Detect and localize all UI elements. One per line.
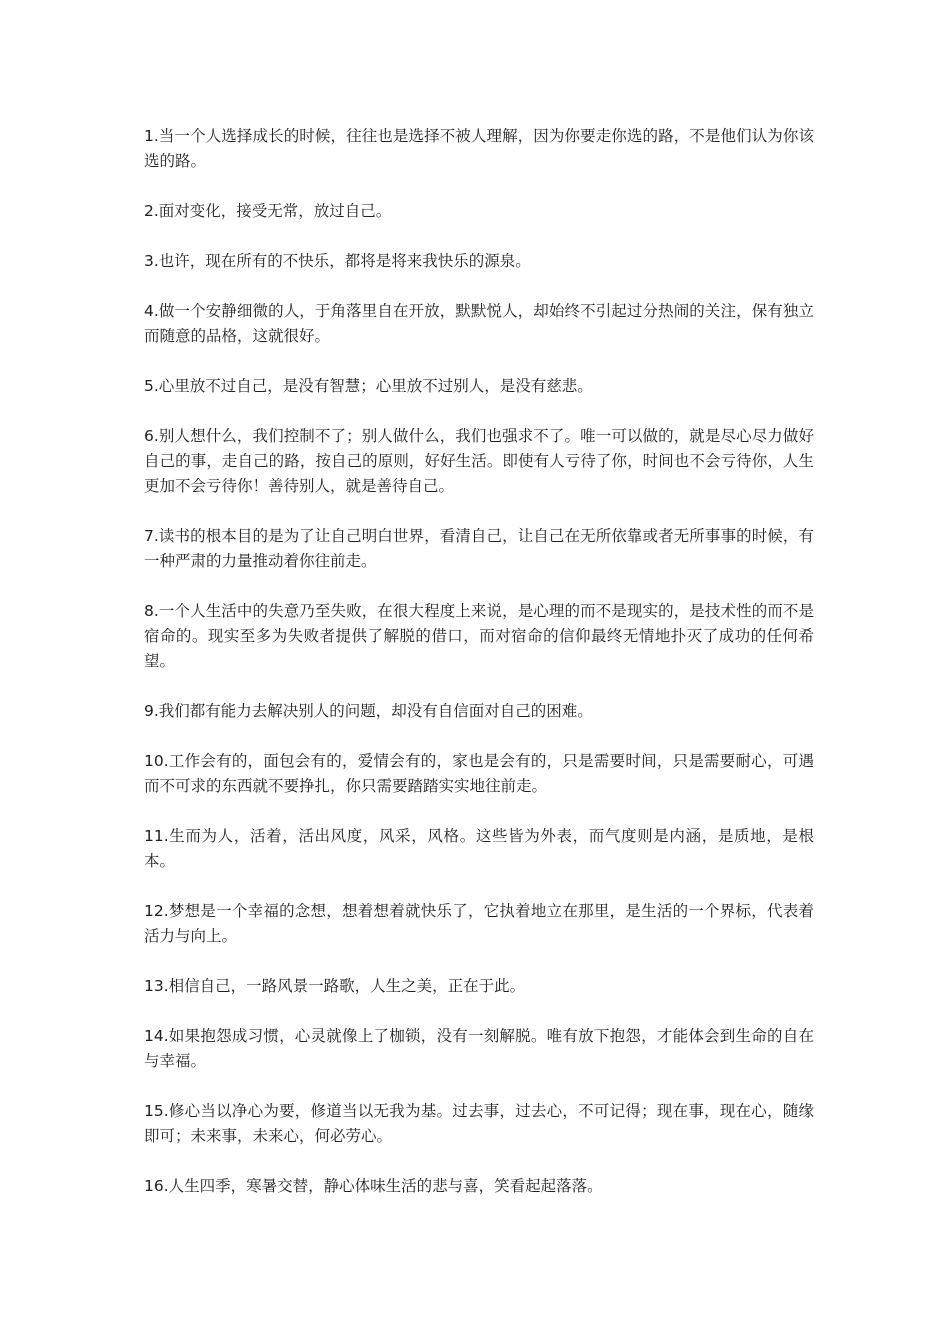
quote-paragraph-5: 5.心里放不过自己，是没有智慧；心里放不过别人，是没有慈悲。: [144, 377, 593, 395]
quote-paragraph-9: 9.我们都有能力去解决别人的问题，却没有自信面对自己的困难。: [144, 702, 593, 720]
quote-paragraph-1: 1.当一个人选择成长的时候，往往也是选择不被人理解，因为你要走你选的路，不是他们认为你该选的路。: [144, 127, 814, 170]
quote-paragraph-11: 11.生而为人，活着，活出风度，风采，风格。这些皆为外表，而气度则是内涵，是质地，是根本。: [144, 827, 814, 870]
quote-paragraph-14: 14.如果抱怨成习惯，心灵就像上了枷锁，没有一刻解脱。唯有放下抱怨，才能体会到生命的自在与幸福。: [144, 1027, 814, 1070]
quote-paragraph-4: 4.做一个安静细微的人，于角落里自在开放，默默悦人，却始终不引起过分热闹的关注，保有独立而随意的品格，这就很好。: [144, 302, 814, 345]
quote-paragraph-3: 3.也许，现在所有的不快乐，都将是将来我快乐的源泉。: [144, 252, 531, 270]
quote-paragraph-16: 16.人生四季，寒暑交替，静心体味生活的悲与喜，笑看起起落落。: [144, 1177, 603, 1195]
quote-paragraph-7: 7.读书的根本目的是为了让自己明白世界，看清自己，让自己在无所依靠或者无所事事的时候，有一种严肃的力量推动着你往前走。: [144, 527, 814, 570]
quote-paragraph-10: 10.工作会有的，面包会有的，爱情会有的，家也是会有的，只是需要时间，只是需要耐心，可遇而不可求的东西就不要挣扎，你只需要踏踏实实地往前走。: [144, 752, 814, 795]
quote-paragraph-12: 12.梦想是一个幸福的念想，想着想着就快乐了，它执着地立在那里，是生活的一个界标，代表着活力与向上。: [144, 902, 814, 945]
quote-paragraph-15: 15.修心当以净心为要，修道当以无我为基。过去事，过去心，不可记得；现在事，现在心，随缘即可；未来事，未来心，何必劳心。: [144, 1102, 814, 1145]
quote-paragraph-6: 6.别人想什么，我们控制不了；别人做什么，我们也强求不了。唯一可以做的，就是尽心尽力做好自己的事，走自己的路，按自己的原则，好好生活。即使有人亏待了你，时间也不会亏待你，人生更加不会亏待你！善待别人，就是善待自己。: [144, 427, 814, 495]
quote-paragraph-8: 8.一个人生活中的失意乃至失败，在很大程度上来说，是心理的而不是现实的，是技术性的而不是宿命的。现实至多为失败者提供了解脱的借口，而对宿命的信仰最终无情地扑灭了成功的任何希望。: [144, 602, 814, 670]
quote-paragraph-13: 13.相信自己，一路风景一路歌，人生之美，正在于此。: [144, 977, 526, 995]
quote-paragraph-2: 2.面对变化，接受无常，放过自己。: [144, 202, 392, 220]
document-body: [144, 124, 814, 1224]
